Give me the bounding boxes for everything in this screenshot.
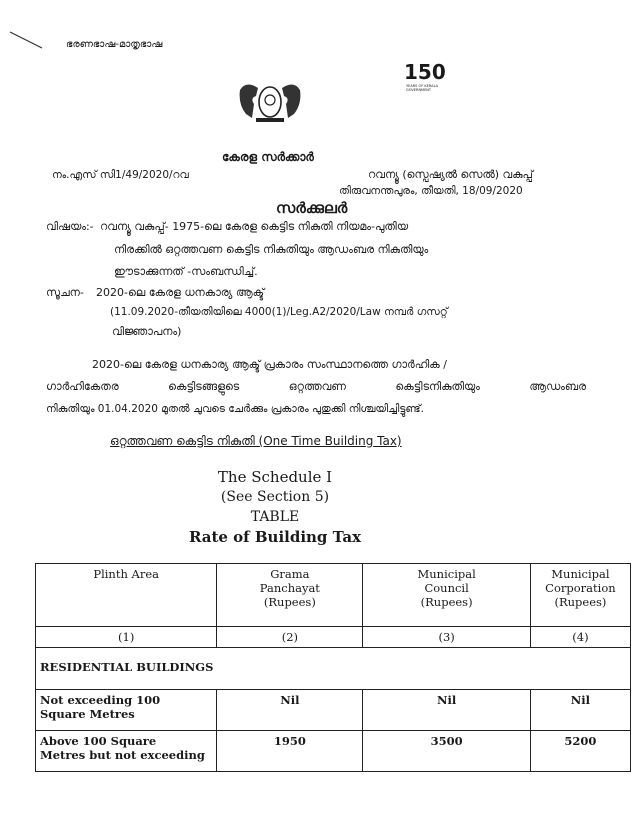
reference-label: സൂചന-: [46, 286, 84, 299]
schedule-subtitle: Rate of Building Tax: [188, 528, 362, 546]
residential-buildings-label: RESIDENTIAL BUILDINGS: [36, 648, 631, 690]
reference-line-3: വിജ്ഞാപനം): [112, 325, 182, 338]
column-number: (3): [363, 627, 530, 648]
table-row: [36, 690, 631, 731]
anniversary-logo: [398, 60, 448, 98]
body-line-2: ഗാർഹികേതര കെട്ടിടങ്ങളുടെ ഒറ്റത്തവണ കെട്ടിടനികുതിയും ആഡംബര: [46, 380, 586, 393]
section-heading: ഒറ്റത്തവണ കെട്ടിട നികുതി (One Time Building Tax): [110, 434, 402, 448]
plinth-area-cell: Not exceeding 100 Square Metres: [36, 690, 217, 731]
header-municipal-corporation: Municipal Corporation (Rupees): [530, 564, 630, 627]
municipal-corporation-value: Nil: [530, 690, 630, 731]
reference-line-2: (11.09.2020-തീയതിയിലെ 4000(1)/Leg.A2/2020/Law നമ്പർ ഗസറ്റ്: [110, 306, 448, 318]
schedule-section-ref: (See Section 5): [220, 489, 330, 505]
building-tax-table: [35, 563, 631, 772]
government-name: കേരള സർക്കാർ: [222, 150, 314, 164]
subject-line-2: നിരക്കിൽ ഒറ്റത്തവണ കെട്ടിട നികുതിയും ആഡംബര നികുതിയും: [114, 243, 429, 256]
column-number: (1): [36, 627, 217, 648]
body-line-1: 2020-ലെ കേരള ധനകാര്യ ആക്ട് പ്രകാരം സംസ്ഥാനത്തെ ഗാർഹിക /: [92, 358, 447, 371]
schedule-table-word: TABLE: [250, 509, 300, 525]
slogan: ഭരണഭാഷ-മാതൃഭാഷ: [66, 39, 163, 50]
column-number: (4): [530, 627, 630, 648]
table-row: [36, 731, 631, 772]
anniversary-number: 150: [404, 60, 446, 84]
header-municipal-council: Municipal Council (Rupees): [363, 564, 530, 627]
body-line-3: നികുതിയും 01.04.2020 മുതൽ ചുവടെ ചേർക്കും പ്രകാരം പുതുക്കി നിശ്ചയിച്ചിട്ടുണ്ട്.: [46, 403, 424, 415]
header-grama-panchayat: Grama Panchayat (Rupees): [217, 564, 363, 627]
column-number: (2): [217, 627, 363, 648]
pen-mark-icon: [8, 28, 48, 52]
column-number-row: [36, 627, 631, 648]
section-row: [36, 648, 631, 690]
grama-panchayat-value: 1950: [217, 731, 363, 772]
municipal-corporation-value: 5200: [530, 731, 630, 772]
schedule-title: The Schedule I: [217, 468, 333, 486]
table-header-row: [36, 564, 631, 627]
anniversary-caption: YEARS OF KERALA GOVERNMENT: [406, 84, 439, 92]
department-name: റവന്യൂ (സ്പെഷ്യൽ സെൽ) വകുപ്പ്: [368, 168, 533, 181]
circular-title: സർക്കുലർ: [276, 199, 348, 217]
order-number: നം.എസ് സി1/49/2020/റവ: [52, 169, 189, 181]
subject-line-3: ഈടാക്കുന്നത് -സംബന്ധിച്ച്.: [114, 265, 258, 278]
subject-line-1: റവന്യൂ വകുപ്പ്- 1975-ലെ കേരള കെട്ടിട നികുതി നിയമം-പുതിയ: [100, 220, 409, 233]
subject-label: വിഷയം:-: [46, 220, 94, 233]
municipal-council-value: 3500: [363, 731, 530, 772]
place-date: തിരുവനന്തപുരം, തീയതി, 18/09/2020: [339, 185, 523, 197]
municipal-council-value: Nil: [363, 690, 530, 731]
grama-panchayat-value: Nil: [217, 690, 363, 731]
plinth-area-cell: Above 100 Square Metres but not exceeding: [36, 731, 217, 772]
header-plinth-area: Plinth Area: [36, 564, 217, 627]
reference-line-1: 2020-ലെ കേരള ധനകാര്യ ആക്ട്: [96, 286, 265, 299]
kerala-emblem-icon: [232, 74, 308, 124]
